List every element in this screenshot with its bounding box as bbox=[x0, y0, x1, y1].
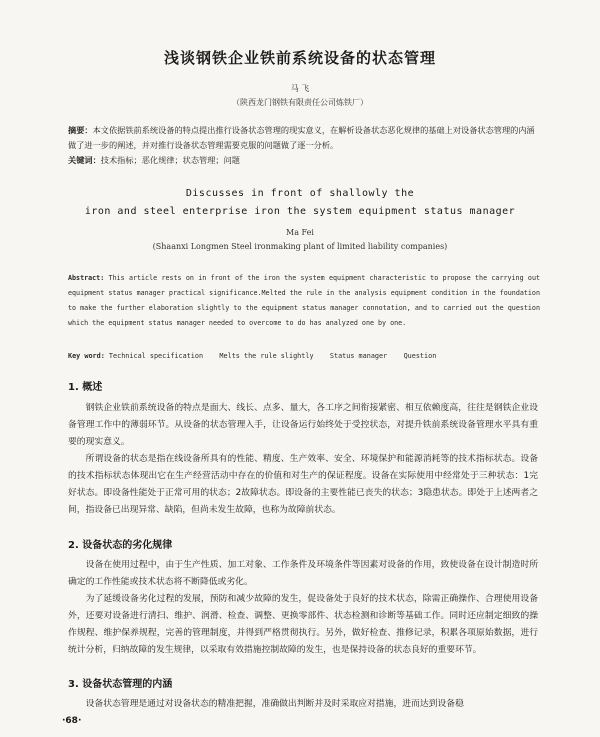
author-name-cn: 马 飞 bbox=[290, 84, 310, 93]
section-paragraph: 所谓设备的状态是指在线设备所具有的性能、精度、生产效率、安全、环境保护和能源消耗等的技术指标状态。设备的技术指标状态体现出它在生产经营活动中存在的价值和对生产的保证程度。设备在实际使用中经常处于三种状态：1完好状态。即设备性能处于正常可用的状态；2故障状态。即设备的主要性能已丧失的状态；3隐患状态。即处于上述两者之间，指设备已出现异常、缺陷，但尚未发生故障，也称为故障前状态。 bbox=[68, 454, 538, 515]
page-number: ·68· bbox=[62, 716, 82, 726]
keywords-en bbox=[68, 350, 540, 362]
affiliation-cn: （陕西龙门钢铁有限责任公司炼铁厂） bbox=[232, 98, 368, 107]
abstract-en bbox=[68, 271, 540, 331]
section-heading-deterioration: 2. 设备状态的劣化规律 bbox=[68, 540, 173, 551]
abstract-en-text: This article rests on in front of the iron the system equipment characteristic to propose the carrying out equipment status manager practical significance.Melted the rule in the analysis equipment condition in the foundation to make the further elaboration slightly to the equipment status manager connotation, and to carried out the question which the equipment status manager needed to overcome to do has analyzed one by one. bbox=[68, 274, 540, 327]
paper-title-cn: 浅谈钢铁企业铁前系统设备的状态管理 bbox=[163, 49, 436, 67]
section-heading-overview: 1. 概述 bbox=[68, 382, 103, 393]
section-heading-connotation: 3. 设备状态管理的内涵 bbox=[68, 679, 173, 690]
paper-title-en-line1: Discusses in front of shallowly the bbox=[185, 188, 415, 199]
affiliation-en: (Shaanxi Longmen Steel ironmaking plant of limited liability companies) bbox=[152, 242, 448, 251]
section-paragraph: 设备在使用过程中，由于生产性质、加工对象、工作条件及环境条件等因素对设备的作用，致使设备在设计制造时所确定的工作性能或技术状态将不断降低或劣化。 bbox=[68, 560, 538, 587]
abstract-cn-label: 摘要： bbox=[68, 125, 93, 135]
section-paragraph: 为了延缓设备劣化过程的发展，预防和减少故障的发生，促设备处于良好的技术状态，除需正确操作、合理使用设备外，还要对设备进行清扫、维护、润滑、检查、调整、更换零部件、状态检测和诊断等基础工作。同时还应制定细致的操作规程、维护保养规程，完善的管理制度，并得到严格贯彻执行。另外，做好检查、推修记录，积累各项原始数据，进行统计分析，归纳故障的发生规律，以采取有效措施控制故障的发生，也是保持设备的状态良好的重要环节。 bbox=[68, 594, 538, 655]
keywords-cn bbox=[68, 153, 538, 167]
keywords-en-text: Technical specification Melts the rule slightly Status manager Question bbox=[104, 352, 437, 360]
author-name-en: Ma Fei bbox=[286, 228, 314, 237]
section-paragraph: 设备状态管理是通过对设备状态的精准把握，准确做出判断并及时采取应对措施，进而达到设备稳 bbox=[85, 699, 464, 709]
section-paragraph: 钢铁企业铁前系统设备的特点是面大、线长、点多、量大，各工序之间衔接紧密、相互依赖度高，往往是钢铁企业设备管理工作中的薄弱环节。从设备的状态管理入手，让设备运行始终处于受控状态，对提升铁前系统设备管理水平具有重要的现实意义。 bbox=[68, 403, 538, 447]
keywords-cn-label: 关键词： bbox=[68, 155, 101, 165]
abstract-cn bbox=[68, 123, 538, 153]
paper-title-en bbox=[0, 185, 600, 221]
paper-title-en-line2: iron and steel enterprise iron the system equipment status manager bbox=[84, 206, 516, 217]
abstract-en-label: Abstract: bbox=[68, 274, 105, 282]
keywords-cn-text: 技术指标；恶化规律；状态管理；问题 bbox=[100, 155, 240, 165]
keywords-en-label: Key word: bbox=[68, 352, 105, 360]
abstract-cn-text: 本文依据铁前系统设备的特点提出推行设备状态管理的现实意义，在解析设备状态恶化规律的基础上对设备状态管理的内涵做了进一步的阐述，并对推行设备状态管理需要克服的问题做了逐一分析。 bbox=[68, 125, 535, 150]
